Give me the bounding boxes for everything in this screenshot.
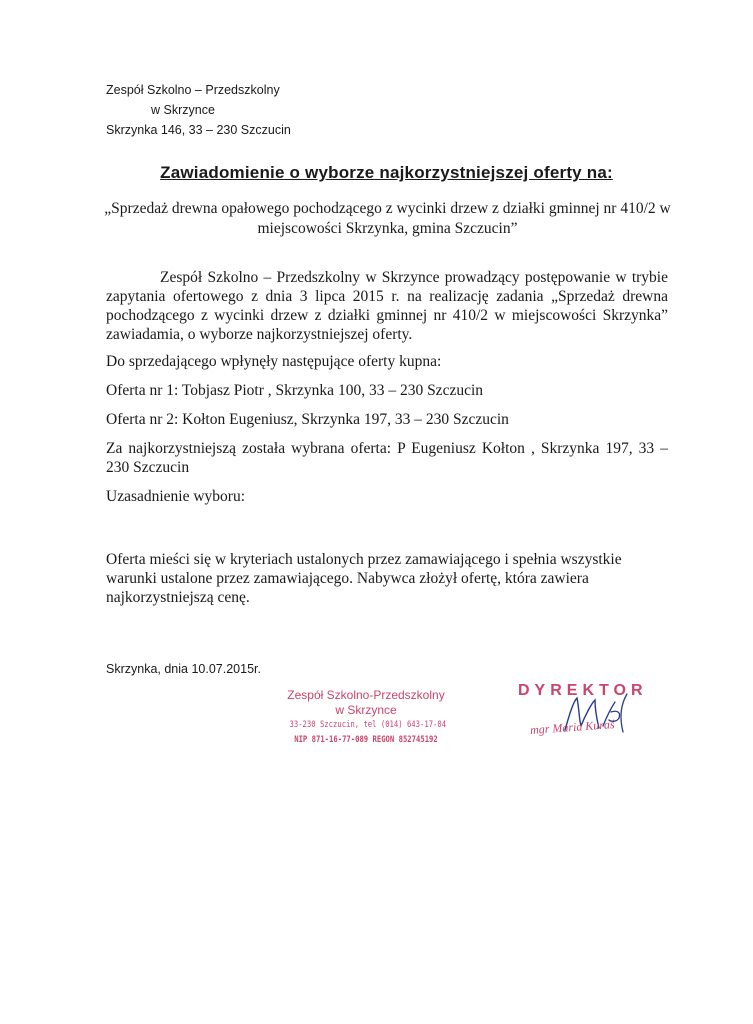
stamp-school-name: Zespół Szkolno-Przedszkolny — [287, 688, 445, 702]
document-subtitle: „Sprzedaż drewna opałowego pochodzącego z wycinki drzew z działki gminnej nr 410/2 w miejscowości Skrzynka, gmina Szczucin” — [104, 200, 671, 237]
offers-intro: Do sprzedającego wpłynęły następujące oferty kupna: — [106, 353, 442, 370]
school-stamp — [276, 688, 456, 748]
director-title: DYREKTOR — [518, 682, 648, 699]
director-name: mgr Maria Kuraś — [529, 717, 616, 737]
school-address: Skrzynka 146, 33 – 230 Szczucin — [106, 123, 291, 137]
stamp-ids: NIP 871-16-77-089 REGON 852745192 — [294, 735, 438, 745]
stamp-address: 33-230 Szczucin, tel (014) 643-17-04 — [289, 720, 447, 730]
school-name: Zespół Szkolno – Przedszkolny — [106, 83, 280, 97]
justification-text: Oferta mieści się w kryteriach ustalonych przez zamawiającego i spełnia wszystkie warunki ustalone przez zamawiającego. Nabywca złożył ofertę, która zawiera najkorzystniejszą cenę. — [106, 551, 622, 606]
document-body — [106, 268, 668, 607]
document-title: Zawiadomienie o wyborze najkorzystniejszej oferty na: — [160, 163, 613, 182]
school-header — [106, 80, 291, 140]
selected-offer: Za najkorzystniejszą została wybrana oferta: P Eugeniusz Kołton , Skrzynka 197, 33 – 230 Szczucin — [106, 440, 668, 476]
school-location: w Skrzynce — [151, 103, 215, 117]
stamp-school-location: w Skrzynce — [335, 703, 397, 717]
offer-2: Oferta nr 2: Kołton Eugeniusz, Skrzynka 197, 33 – 230 Szczucin — [106, 411, 509, 428]
offer-1: Oferta nr 1: Tobjasz Piotr , Skrzynka 100, 33 – 230 Szczucin — [106, 382, 484, 399]
intro-paragraph: Zespół Szkolno – Przedszkolny w Skrzynce prowadzący postępowanie w trybie zapytania ofertowego z dnia 3 lipca 2015 r. na realizację zadania „Sprzedaż drewna pochodzącego z wycinki drzew z działki gminnej nr 410/2 w miejscowości Skrzynka” zawiadamia, o wyborze najkorzystniejszej oferty. — [106, 269, 668, 343]
justification-label: Uzasadnienie wyboru: — [106, 488, 246, 505]
director-stamp — [515, 682, 655, 752]
place-and-date: Skrzynka, dnia 10.07.2015r. — [106, 662, 261, 676]
